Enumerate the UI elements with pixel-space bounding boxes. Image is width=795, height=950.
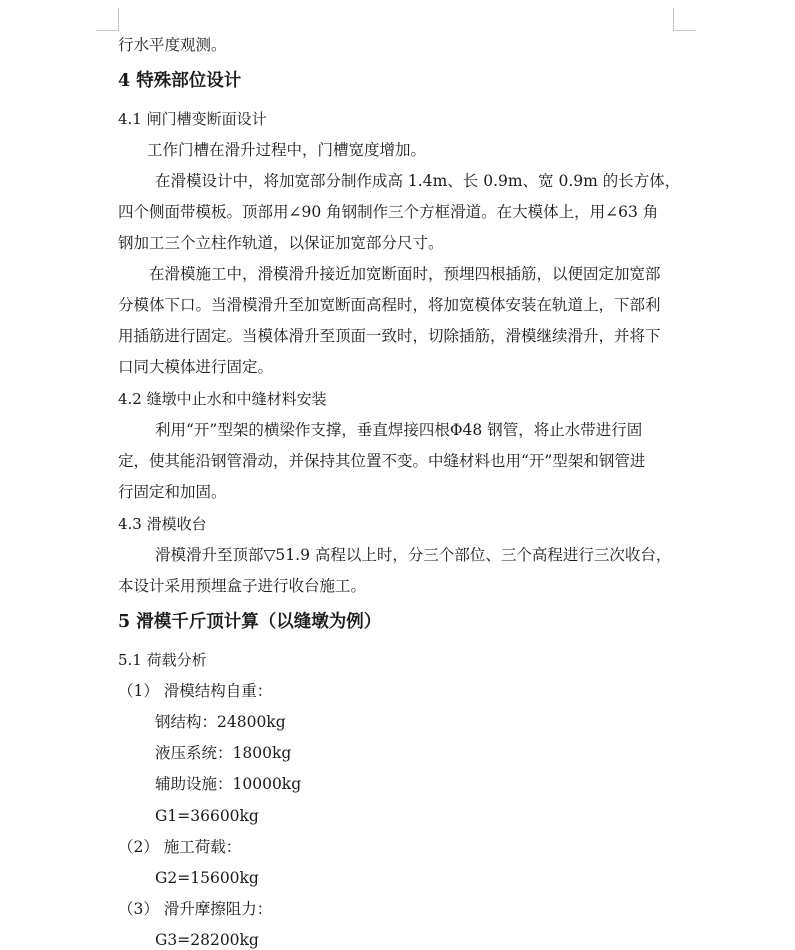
load-item: 液压系统：1800kg — [155, 744, 292, 762]
paragraph-line: 利用“开”型架的横梁作支撑，垂直焊接四根Φ48 钢管，将止水带进行固 — [155, 421, 643, 439]
load-total: G3=28200kg — [155, 931, 259, 949]
paragraph-line: 口同大模体进行固定。 — [118, 358, 274, 376]
paragraph-line: 定，使其能沿钢管滑动，并保持其位置不变。中缝材料也用“开”型架和钢管进 — [118, 452, 646, 470]
paragraph-line: 钢加工三个立柱作轨道，以保证加宽部分尺寸。 — [118, 234, 444, 252]
paragraph-line: 工作门槽在滑升过程中，门槽宽度增加。 — [147, 141, 427, 159]
paragraph-line: 用插筋进行固定。当模体滑升至顶面一致时，切除插筋，滑模继续滑升，并将下 — [118, 327, 661, 345]
list-item-heading: （1） 滑模结构自重： — [118, 682, 273, 700]
paragraph-line: 滑模滑升至顶部▽51.9 高程以上时，分三个部位、三个高程进行三次收台， — [155, 546, 672, 564]
subsection-heading-5-1: 5.1 荷载分析 — [118, 651, 207, 669]
paragraph-line: 在滑模设计中，将加宽部分制作成高 1.4m、长 0.9m、宽 0.9m 的长方体， — [155, 172, 681, 190]
paragraph-line: 分模体下口。当滑模滑升至加宽断面高程时，将加宽模体安装在轨道上，下部利 — [118, 296, 661, 314]
paragraph-line: 四个侧面带模板。顶部用∠90 角钢制作三个方框滑道。在大模体上，用∠63 角 — [118, 203, 659, 221]
load-total: G1=36600kg — [155, 807, 259, 825]
paragraph-line: 本设计采用预埋盒子进行收台施工。 — [118, 577, 367, 595]
paragraph-line: 在滑模施工中，滑模滑升接近加宽断面时，预埋四根插筋，以便固定加宽部 — [149, 265, 661, 283]
load-total: G2=15600kg — [155, 869, 259, 887]
load-item: 钢结构：24800kg — [155, 713, 286, 731]
page-corner-mark-top-right — [673, 8, 696, 31]
page-corner-mark-top-left — [96, 8, 119, 31]
list-item-heading: （2） 施工荷载： — [118, 838, 242, 856]
subsection-heading-4-3: 4.3 滑模收台 — [118, 515, 207, 533]
list-item-heading: （3） 滑升摩擦阻力： — [118, 900, 273, 918]
section-heading-4: 4 特殊部位设计 — [118, 71, 242, 91]
subsection-heading-4-1: 4.1 闸门槽变断面设计 — [118, 110, 267, 128]
load-item: 辅助设施：10000kg — [155, 775, 302, 793]
paragraph-line: 行水平度观测。 — [118, 36, 227, 54]
paragraph-line: 行固定和加固。 — [118, 483, 227, 501]
section-heading-5: 5 滑模千斤顶计算（以缝墩为例） — [118, 612, 382, 632]
subsection-heading-4-2: 4.2 缝墩中止水和中缝材料安装 — [118, 390, 327, 408]
